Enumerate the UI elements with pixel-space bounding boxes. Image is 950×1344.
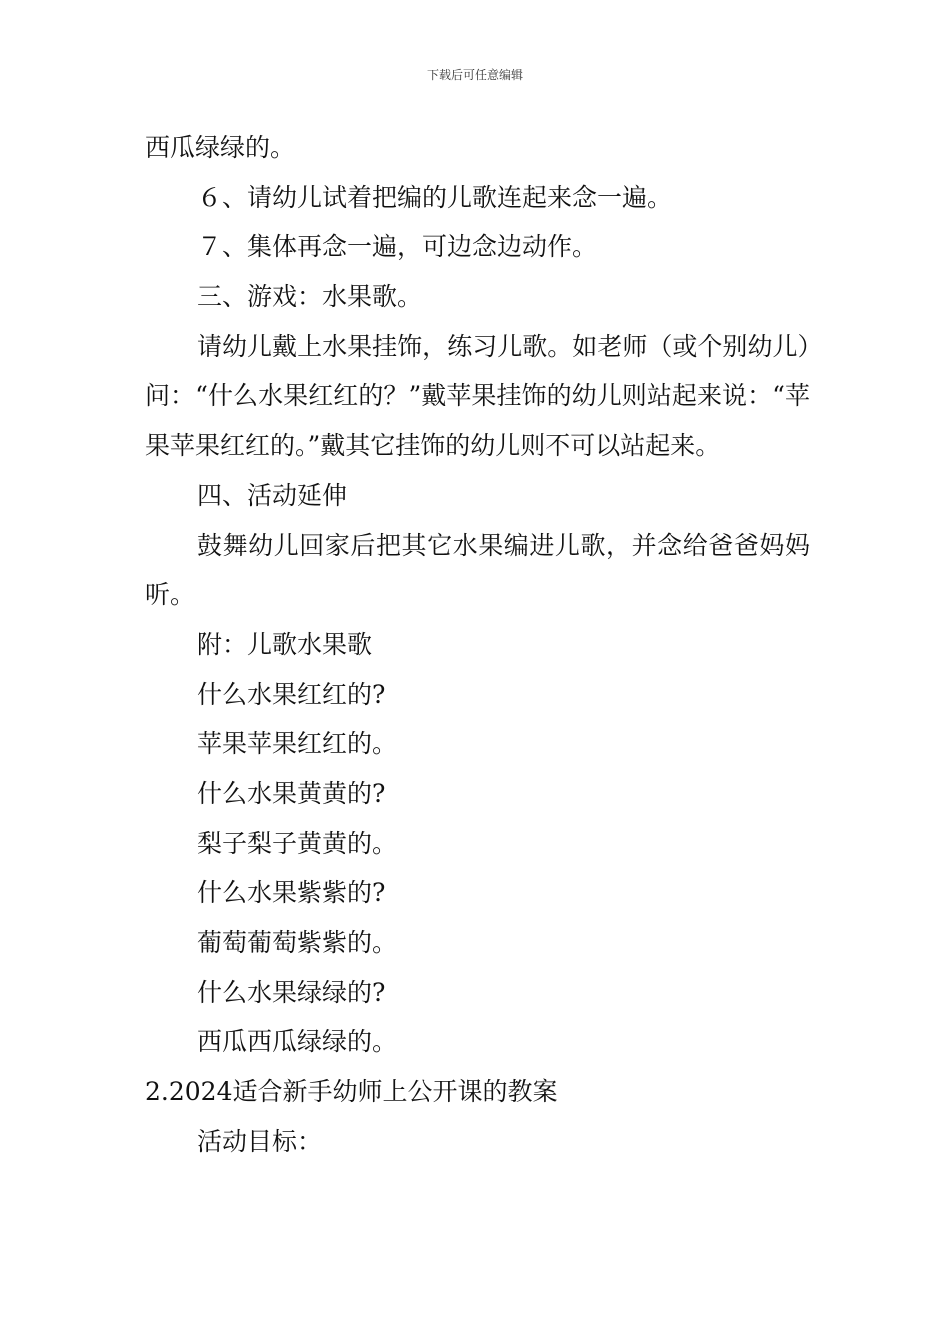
song-line: 西瓜西瓜绿绿的。 xyxy=(197,1027,398,1057)
step-6: ６、请幼儿试着把编的儿歌连起来念一遍。 xyxy=(197,182,673,212)
song-line: 什么水果绿绿的? xyxy=(197,977,386,1007)
paragraph-game: 请幼儿戴上水果挂饰，练习儿歌。如老师（或个别幼儿）问：“什么水果红红的？”戴苹果挂饰的幼儿则站起来说：“苹果苹果红红的。”戴其它挂饰的幼儿则不可以站起来。 xyxy=(145,331,810,461)
section-heading-game: 三、游戏：水果歌。 xyxy=(197,282,423,312)
document-body xyxy=(145,123,810,1167)
paragraph-extension: 鼓舞幼儿回家后把其它水果编进儿歌，并念给爸爸妈妈听。 xyxy=(145,530,810,610)
step-7: ７、集体再念一遍，可边念边动作。 xyxy=(197,232,598,262)
song-line: 梨子梨子黄黄的。 xyxy=(197,828,398,858)
song-line: 葡萄葡萄紫紫的。 xyxy=(197,928,398,958)
section-heading-extension: 四、活动延伸 xyxy=(197,480,348,510)
song-line: 什么水果红红的? xyxy=(197,679,386,709)
page-header: 下载后可任意编辑 xyxy=(426,68,523,82)
song-line: 苹果苹果红红的。 xyxy=(197,729,398,759)
song-line: 什么水果紫紫的? xyxy=(197,878,386,908)
appendix-title: 附：儿歌水果歌 xyxy=(197,629,373,659)
lesson-plan-title: 2.2024适合新手幼师上公开课的教案 xyxy=(145,1077,558,1107)
song-line: 什么水果黄黄的? xyxy=(197,779,386,809)
paragraph-continuation: 西瓜绿绿的。 xyxy=(145,133,296,162)
activity-goals-heading: 活动目标： xyxy=(197,1126,323,1156)
